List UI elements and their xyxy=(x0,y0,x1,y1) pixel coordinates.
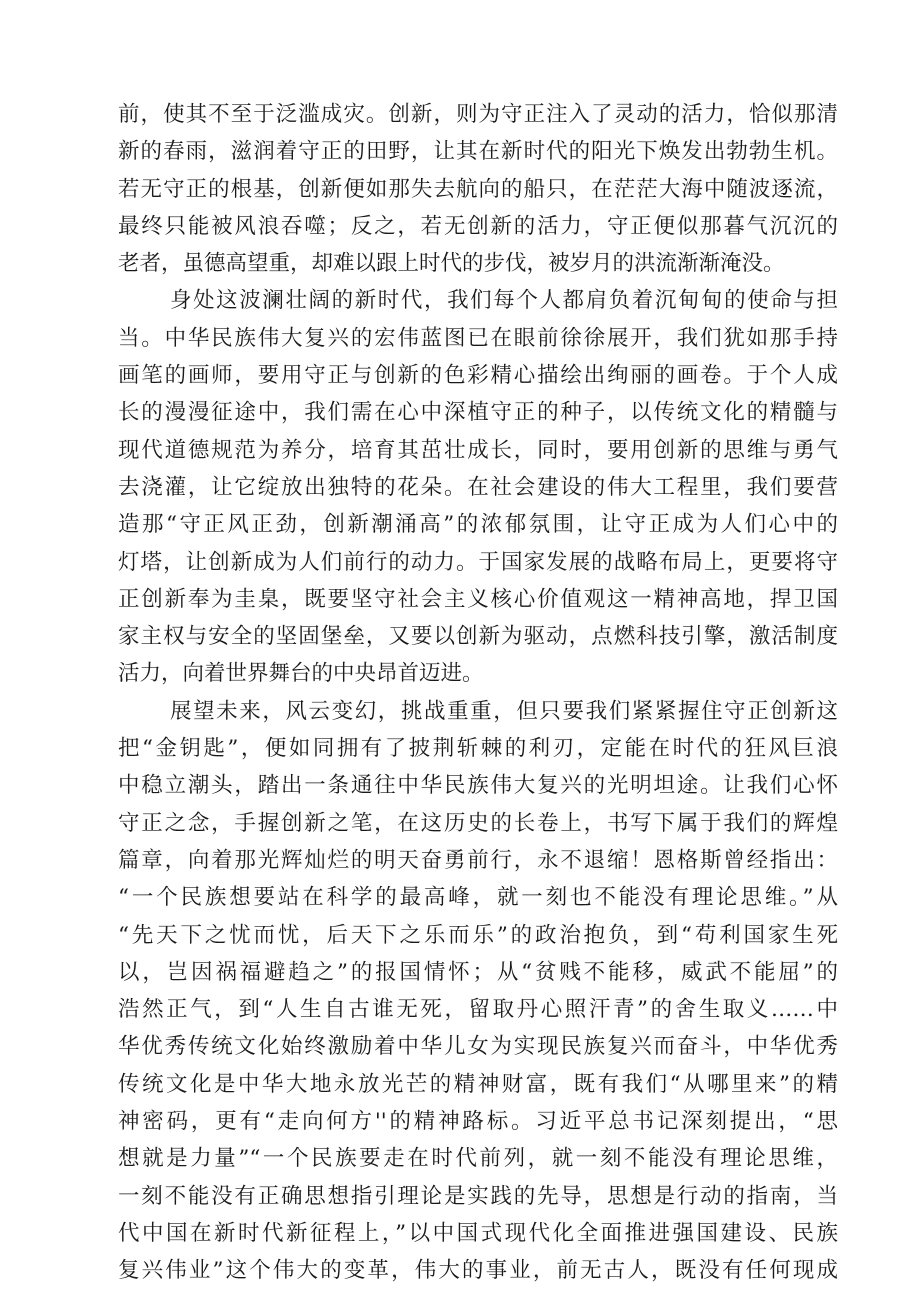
text-line: 若无守正的根基，创新便如那失去航向的船只，在茫茫大海中随波逐流， xyxy=(118,176,838,202)
text-line: 展望未来，风云变幻，挑战重重，但只要我们紧紧握住守正创新这 xyxy=(170,698,838,724)
text-line: 现代道德规范为养分，培育其茁壮成长，同时，要用创新的思维与勇气 xyxy=(118,437,838,463)
text-line: 传统文化是中华大地永放光芒的精神财富，既有我们“从哪里来”的精 xyxy=(118,1071,838,1097)
text-line: 前，使其不至于泛滥成灾。创新，则为守正注入了灵动的活力，恰似那清 xyxy=(118,102,838,127)
text-line: 复兴伟业”这个伟大的变革，伟大的事业，前无古人，既没有任何现成 xyxy=(118,1258,838,1284)
text-line: 篇章，向着那光辉灿烂的明天奋勇前行，永不退缩！恩格斯曾经指出： xyxy=(118,847,838,873)
text-line: 当。中华民族伟大复兴的宏伟蓝图已在眼前徐徐展开，我们犹如那手持 xyxy=(118,325,838,351)
text-line: 身处这波澜壮阔的新时代，我们每个人都肩负着沉甸甸的使命与担 xyxy=(170,288,838,314)
text-line: 灯塔，让创新成为人们前行的动力。于国家发展的战略布局上，更要将守 xyxy=(118,549,838,575)
text-line: 长的漫漫征途中，我们需在心中深植守正的种子，以传统文化的精髓与 xyxy=(118,400,838,426)
text-line: 神密码，更有“走向何方''的精神路标。习近平总书记深刻提出，“思 xyxy=(118,1109,838,1135)
text-line: 华优秀传统文化始终激励着中华儿女为实现民族复兴而奋斗，中华优秀 xyxy=(118,1034,838,1060)
text-line: 老者，虽德高望重，却难以跟上时代的步伐，被岁月的洪流渐渐淹没。 xyxy=(118,251,785,277)
document-body xyxy=(118,96,838,1290)
text-line: 守正之念，手握创新之笔，在这历史的长卷上，书写下属于我们的辉煌 xyxy=(118,810,838,836)
text-line: 正创新奉为圭臬，既要坚守社会主义核心价值观这一精神高地，捍卫国 xyxy=(118,586,838,612)
text-line: “一个民族想要站在科学的最高峰，就一刻也不能没有理论思维。”从 xyxy=(118,885,838,911)
text-line: 去浇灌，让它绽放出独特的花朵。在社会建设的伟大工程里，我们要营 xyxy=(118,474,838,500)
paragraph-1 xyxy=(118,96,838,282)
text-line: 新的春雨，滋润着守正的田野，让其在新时代的阳光下焕发出勃勃生机。 xyxy=(118,139,838,165)
text-line: 画笔的画师，要用守正与创新的色彩精心描绘出绚丽的画卷。于个人成 xyxy=(118,363,838,389)
paragraph-2 xyxy=(118,282,838,692)
text-line: 代中国在新时代新征程上，”以中国式现代化全面推进强国建设、民族 xyxy=(118,1220,838,1246)
text-line: 一刻不能没有正确思想指引理论是实践的先导，思想是行动的指南，当 xyxy=(118,1183,838,1209)
text-line: “先天下之忧而忧，后天下之乐而乐”的政治抱负，到“苟利国家生死 xyxy=(118,922,838,948)
text-line: 中稳立潮头，踏出一条通往中华民族伟大复兴的光明坦途。让我们心怀 xyxy=(118,773,838,799)
text-line: 最终只能被风浪吞噬；反之，若无创新的活力，守正便似那暮气沉沉的 xyxy=(118,213,838,239)
text-line: 家主权与安全的坚固堡垒，又要以创新为驱动，点燃科技引擎，激活制度 xyxy=(118,624,838,650)
text-line: 活力，向着世界舞台的中央昂首迈进。 xyxy=(118,661,484,687)
paragraph-3 xyxy=(118,693,838,1290)
text-line: 造那“守正风正劲，创新潮涌高”的浓郁氛围，让守正成为人们心中的 xyxy=(118,512,838,538)
text-line: 以，岂因祸福避趋之”的报国情怀；从“贫贱不能移，威武不能屈”的 xyxy=(118,959,838,985)
text-line: 把“金钥匙”，便如同拥有了披荆斩棘的利刃，定能在时代的狂风巨浪 xyxy=(118,736,838,762)
text-line: 想就是力量”“一个民族要走在时代前列，就一刻不能没有理论思维， xyxy=(118,1146,838,1172)
text-line: 浩然正气，到“人生自古谁无死，留取丹心照汗青”的舍生取义……中 xyxy=(118,997,838,1023)
